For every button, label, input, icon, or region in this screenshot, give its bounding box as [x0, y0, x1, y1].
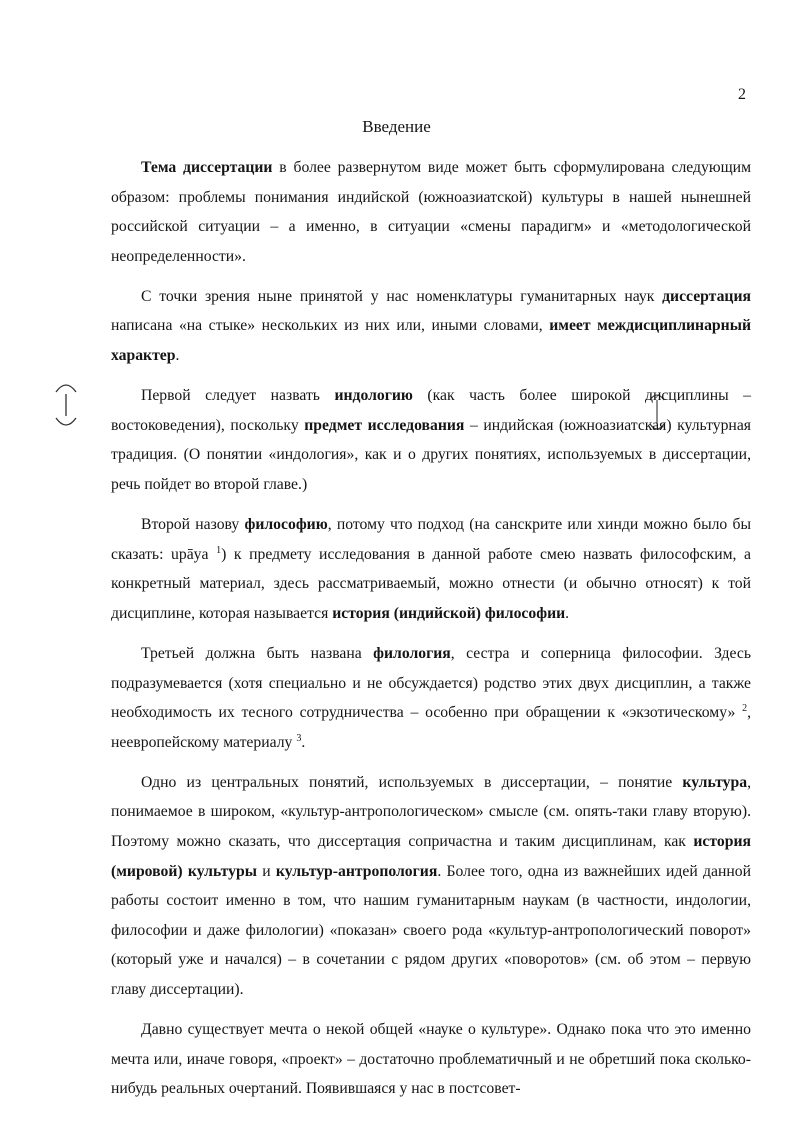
text-run: , понимаемое в широком, «культур-антропологическом» смысле (см. опять-таки главу вторую). Поэтому можно сказать, что диссертация сопричастна и таким дисциплинам, как: [111, 773, 751, 850]
text-run: С точки зрения ныне принятой у нас номенклатуры гуманитарных наук: [141, 287, 663, 305]
paragraph: [111, 1015, 751, 1104]
text-run: (как часть более широкой дисциплины – востоковедения), поскольку: [111, 387, 751, 434]
bold-term: диссертация: [662, 287, 751, 305]
footnote-ref: 2: [742, 702, 748, 714]
bold-term: предмет исследования: [304, 416, 465, 434]
text-run: , сестра и соперница философии. Здесь подразумевается (хотя специально и не обсуждается) родство этих двух дисциплин, а также необходимость их тесного сотрудничества – особенно при обращении к «экзотическому»: [111, 644, 751, 722]
footnote-ref: 1: [216, 544, 222, 556]
paragraph: [111, 381, 751, 499]
bold-term: философию: [244, 516, 328, 534]
bold-term: имеет междисциплинарный характер: [111, 317, 751, 365]
text-run: . Более того, одна из важнейших идей данной работы состоит именно в том, что нашим гуманитарным наукам (в частности, индологии, философии и даже филологии) «показан» своего рода «культур-антропологический поворот» (который уже и начался) – в сочетании с рядом других «поворотов» (см. об этом – первую главу диссертации).: [111, 862, 751, 998]
paragraph: [111, 153, 751, 271]
text-run: Одно из центральных понятий, используемых в диссертации, – понятие: [141, 773, 683, 791]
text-run: , потому что подход (на санскрите или хинди можно было бы сказать: upāya: [111, 516, 752, 563]
text-run: написана «на стыке» нескольких из них или, иными словами,: [111, 317, 550, 335]
paragraph: [111, 768, 751, 1005]
text-run: Второй назову: [141, 516, 245, 534]
text-run: .: [565, 604, 570, 622]
text-run: ) к предмету исследования в данной работе смею назвать философским, а конкретный материал, здесь рассматриваемый, можно отнести (и обычно относят) к той дисциплине, которая называется: [111, 545, 751, 622]
margin-bracket-mark: [52, 378, 80, 430]
bold-term: филология: [373, 644, 451, 662]
bold-term: история (индийской) философии: [332, 604, 566, 622]
paragraph: [111, 282, 751, 371]
bold-term: культура: [682, 773, 748, 791]
body-text: [111, 153, 751, 1114]
text-run: Давно существует мечта о некой общей «науке о культуре». Однако пока что это именно мечта или, иначе говоря, «проект» – достаточно проблематичный и не обретший пока сколько-нибудь реальных очертаний. Появившаяся у нас в постсовет-: [111, 1021, 751, 1098]
text-run: , неевропейскому материалу: [111, 704, 751, 751]
bold-term: история (мировой) культуры: [111, 832, 751, 880]
paragraph: [111, 639, 751, 757]
footnote-ref: 3: [296, 732, 302, 744]
text-run: .: [301, 733, 306, 751]
text-run: и: [256, 862, 276, 880]
page-heading: Введение: [362, 117, 431, 136]
text-run: Первой следует назвать: [141, 387, 335, 405]
text-run: в более развернутом виде может быть сформулирована следующим образом: проблемы понимания индийской (южноазиатской) культуры в нашей нынешней российской ситуации – а именно, в ситуации «смены парадигм» и «методологической неопределенности».: [111, 159, 751, 265]
page-number: 2: [738, 86, 746, 103]
bold-term: культур-антропология: [275, 862, 438, 880]
text-run: .: [175, 347, 180, 365]
text-run: Третьей должна быть названа: [141, 644, 374, 662]
paragraph: [111, 510, 751, 628]
text-run: – индийская (южноазиатская) культурная традиция. (О понятии «индология», как и о других понятиях, используемых в диссертации, речь пойдет во второй главе.): [111, 416, 751, 493]
bold-term: Тема диссертации: [141, 159, 273, 176]
bold-term: индологию: [334, 387, 413, 405]
